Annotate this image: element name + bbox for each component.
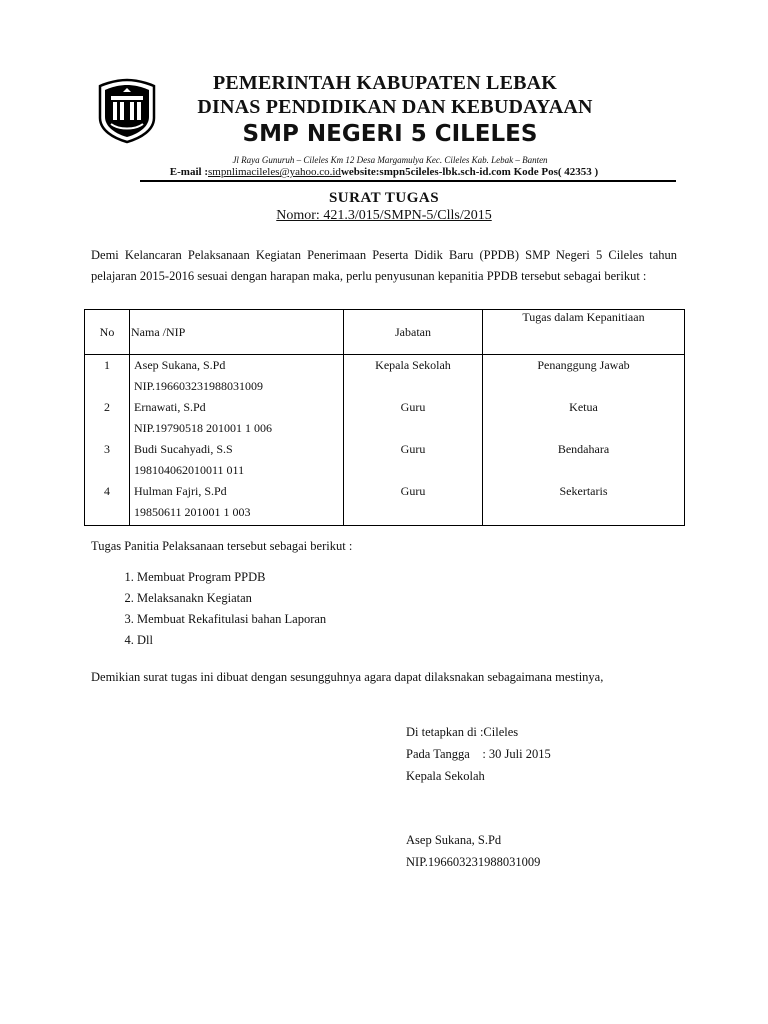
contact-prefix: E-mail :: [169, 166, 208, 178]
duties-list: [92, 567, 326, 651]
signature-block: [406, 721, 551, 787]
row-no: 4: [85, 481, 130, 526]
signatory: [406, 829, 540, 873]
member-nip: 198104062010011 011: [134, 463, 245, 477]
member-nip: NIP.19790518 201001 1 006: [134, 421, 273, 435]
row-name-nip: [130, 397, 344, 439]
school-emblem-logo: [97, 78, 157, 144]
contact-website-postal: website:smpn5cileles-lbk.sch-id.com Kode Pos( 42353 ): [340, 166, 599, 178]
signature-role: Kepala Sekolah: [406, 769, 485, 783]
date-label: Pada Tangga: [406, 747, 470, 761]
row-name-nip: [130, 355, 344, 398]
committee-table: [84, 309, 685, 526]
letterhead-address: Jl Raya Gunuruh – Cileles Km 12 Desa Margamulya Kec. Cileles Kab. Lebak – Banten: [232, 155, 548, 165]
row-position: Guru: [344, 481, 483, 526]
signature-place: Di tetapkan di :Cileles: [406, 725, 519, 739]
table-row: [85, 481, 685, 526]
list-item: 2. Melaksanakn Kegiatan: [137, 588, 326, 609]
row-no: 3: [85, 439, 130, 481]
table-header-row: [85, 310, 685, 355]
duties-intro: Tugas Panitia Pelaksanaan tersebut sebagai berikut :: [91, 539, 353, 553]
member-name: Asep Sukana, S.Pd: [134, 358, 226, 372]
row-position: Guru: [344, 439, 483, 481]
signature-date: [406, 743, 551, 765]
letterhead-government: PEMERINTAH KABUPATEN LEBAK: [212, 72, 558, 94]
letterhead-department: DINAS PENDIDIKAN DAN KEBUDAYAAN: [197, 96, 593, 118]
list-item: 3. Membuat Rekafitulasi bahan Laporan: [137, 609, 326, 630]
member-name: Hulman Fajri, S.Pd: [134, 484, 227, 498]
header-no: No: [85, 310, 130, 355]
row-position: Guru: [344, 397, 483, 439]
table-row: [85, 355, 685, 398]
row-task: Penanggung Jawab: [483, 355, 685, 398]
member-name: Ernawati, S.Pd: [134, 400, 206, 414]
row-task: Sekertaris: [483, 481, 685, 526]
list-item: 1. Membuat Program PPDB: [137, 567, 326, 588]
header-name: Nama /NIP: [130, 310, 344, 355]
letter-title: SURAT TUGAS: [328, 190, 440, 206]
table-row: [85, 439, 685, 481]
member-nip: NIP.196603231988031009: [134, 379, 264, 393]
member-nip: 19850611 201001 1 003: [134, 505, 251, 519]
letter-number-text: Nomor: 421.3/015/SMPN-5/Clls/2015: [276, 208, 492, 223]
email-link[interactable]: smpnlimacileles@yahoo.co.id: [208, 166, 341, 178]
row-task: Bendahara: [483, 439, 685, 481]
row-name-nip: [130, 439, 344, 481]
date-value: : 30 Juli 2015: [482, 747, 551, 761]
table-row: [85, 397, 685, 439]
signatory-name: Asep Sukana, S.Pd: [406, 833, 502, 847]
signatory-nip: NIP.196603231988031009: [406, 855, 541, 869]
row-no: 1: [85, 355, 130, 398]
letterhead-divider: [140, 180, 676, 182]
list-item: 4. Dll: [137, 630, 326, 651]
row-task: Ketua: [483, 397, 685, 439]
row-no: 2: [85, 397, 130, 439]
header-position: Jabatan: [344, 310, 483, 355]
row-position: Kepala Sekolah: [344, 355, 483, 398]
row-name-nip: [130, 481, 344, 526]
member-name: Budi Sucahyadi, S.S: [134, 442, 233, 456]
letter-number: [0, 208, 768, 224]
closing-paragraph: Demikian surat tugas ini dibuat dengan sesungguhnya agara dapat dilaksnakan sebagaimana mestinya,: [91, 670, 604, 684]
intro-paragraph: Demi Kelancaran Pelaksanaan Kegiatan Penerimaan Peserta Didik Baru (PPDB) SMP Negeri 5 Cileles tahun pelajaran 2015-2016 sesuai dengan harapan maka, perlu penyusunan kepanitia PPDB tersebut sebagai berikut :: [91, 248, 677, 283]
letterhead-school-name: SMP NEGERI 5 CILELES: [242, 121, 538, 147]
header-task: Tugas dalam Kepanitiaan: [483, 310, 685, 355]
letterhead-contact: [84, 166, 684, 178]
